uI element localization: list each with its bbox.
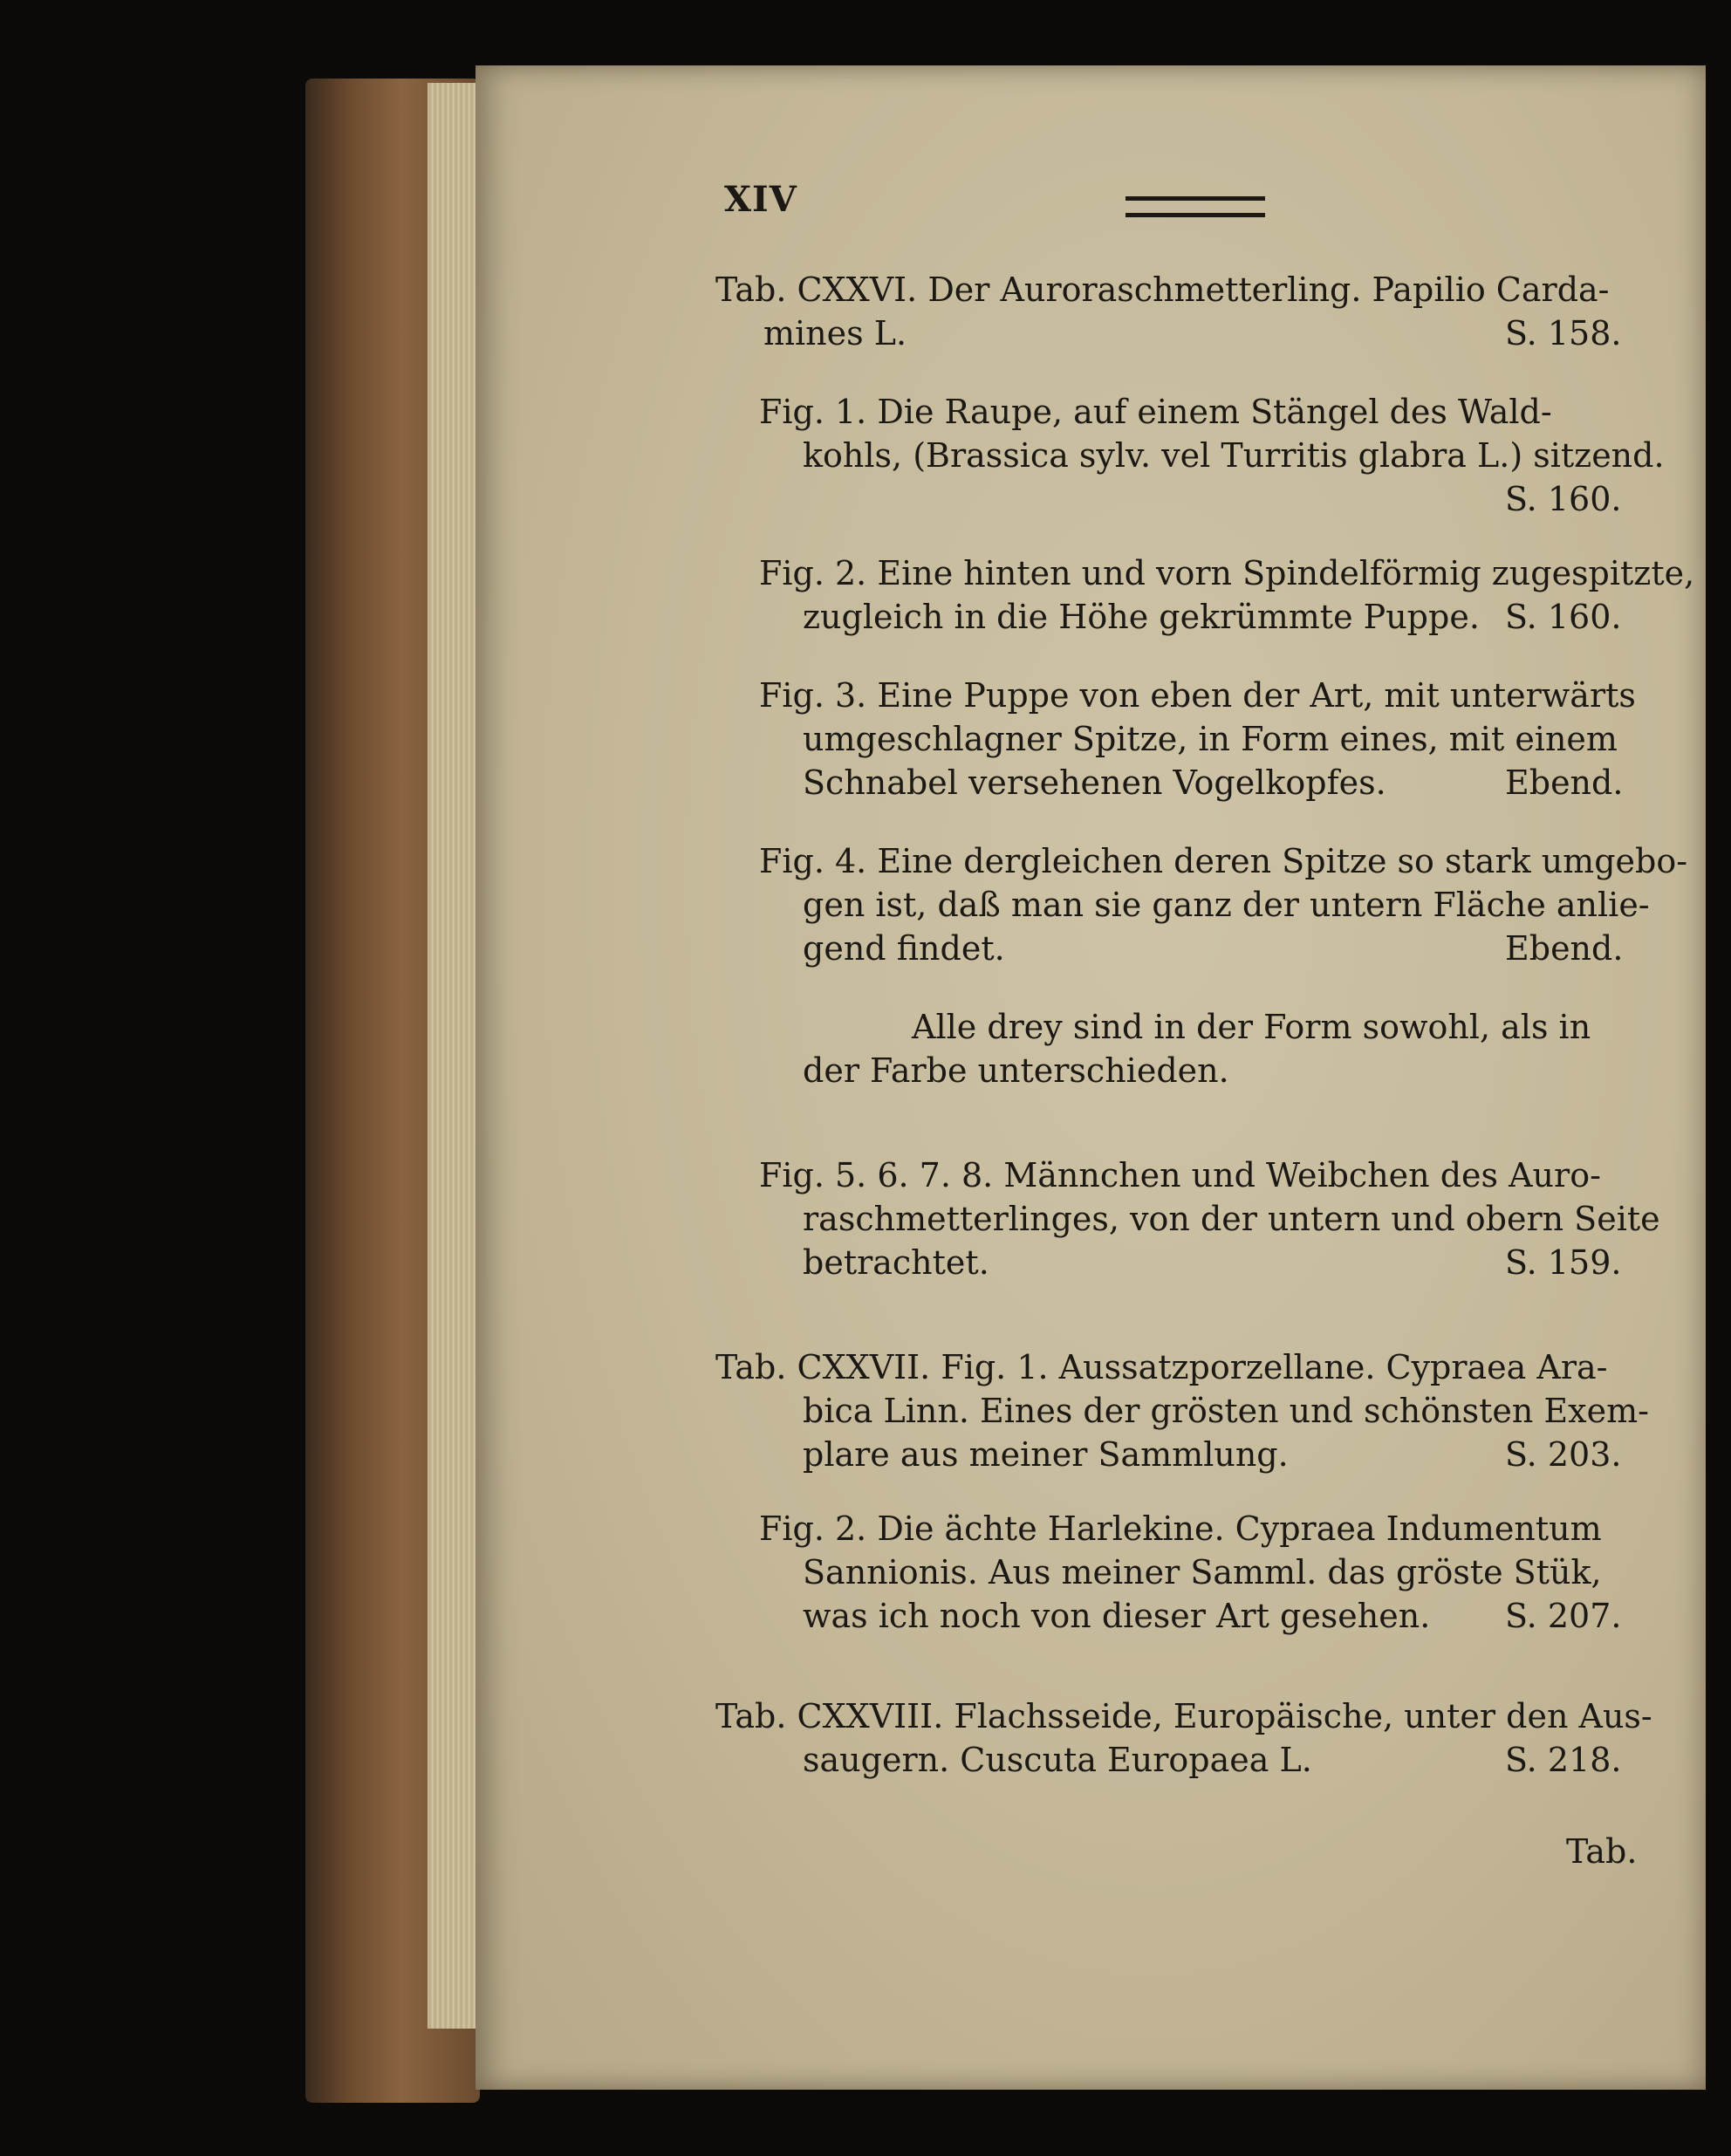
entry-line: Sannionis. Aus meiner Samml. das gröste Stük,	[803, 1553, 1602, 1591]
entry-line: Fig. 5. 6. 7. 8. Männchen und Weibchen des Auro-	[759, 1156, 1601, 1194]
page-reference: S. 203.	[1505, 1435, 1622, 1474]
entry-line: plare aus meiner Sammlung.	[803, 1435, 1289, 1474]
entry-line: zugleich in die Höhe gekrümmte Puppe.	[803, 598, 1480, 636]
entry-line: umgeschlagner Spitze, in Form eines, mit einem	[803, 720, 1618, 758]
entry-line: gend findet.	[803, 929, 1005, 968]
book-page	[476, 65, 1706, 2090]
entry-line: Fig. 2. Die ächte Harlekine. Cypraea Indumentum	[759, 1509, 1602, 1548]
page-reference: S. 158.	[1505, 314, 1622, 352]
page-reference: S. 160.	[1505, 480, 1622, 518]
entry-line: was ich noch von dieser Art gesehen.	[803, 1597, 1431, 1635]
page-reference: S. 159.	[1505, 1243, 1622, 1282]
entry-line: betrachtet.	[803, 1243, 989, 1282]
page-reference: S. 218.	[1505, 1741, 1622, 1779]
catchword: Tab.	[1566, 1832, 1638, 1871]
entry-line: Tab. CXXVIII. Flachsseide, Europäische, unter den Aus-	[715, 1697, 1652, 1735]
entry-line: Tab. CXXVII. Fig. 1. Aussatzporzellane. Cypraea Ara-	[715, 1348, 1608, 1386]
page-reference: S. 160.	[1505, 598, 1622, 636]
entry-line: Alle drey sind in der Form sowohl, als in	[912, 1008, 1591, 1046]
page-reference: S. 207.	[1505, 1597, 1622, 1635]
entry-line: bica Linn. Eines der grösten und schönsten Exem-	[803, 1392, 1649, 1430]
entry-line: der Farbe unterschieden.	[803, 1051, 1229, 1090]
entry-line: gen ist, daß man sie ganz der untern Fläche anlie-	[803, 886, 1650, 924]
page-reference: Ebend.	[1505, 929, 1624, 968]
entry-line: saugern. Cuscuta Europaea L.	[803, 1741, 1312, 1779]
entry-line: raschmetterlinges, von der untern und obern Seite	[803, 1200, 1660, 1238]
entry-line: Fig. 3. Eine Puppe von eben der Art, mit unterwärts	[759, 676, 1636, 715]
entry-line: Fig. 4. Eine dergleichen deren Spitze so stark umgebo-	[759, 842, 1688, 880]
entry-line: kohls, (Brassica sylv. vel Turritis glabra L.) sitzend.	[803, 436, 1665, 475]
entry-line: Fig. 2. Eine hinten und vorn Spindelförmig zugespitzte,	[759, 554, 1695, 592]
page-number: XIV	[724, 179, 797, 220]
page-reference: Ebend.	[1505, 763, 1624, 802]
entry-line: Fig. 1. Die Raupe, auf einem Stängel des Wald-	[759, 393, 1552, 431]
entry-line: Schnabel versehenen Vogelkopfes.	[803, 763, 1386, 802]
entry-line: Tab. CXXVI. Der Auroraschmetterling. Papilio Carda-	[715, 270, 1610, 309]
entry-line: mines L.	[763, 314, 907, 352]
header-ornament-rule	[1125, 196, 1265, 217]
